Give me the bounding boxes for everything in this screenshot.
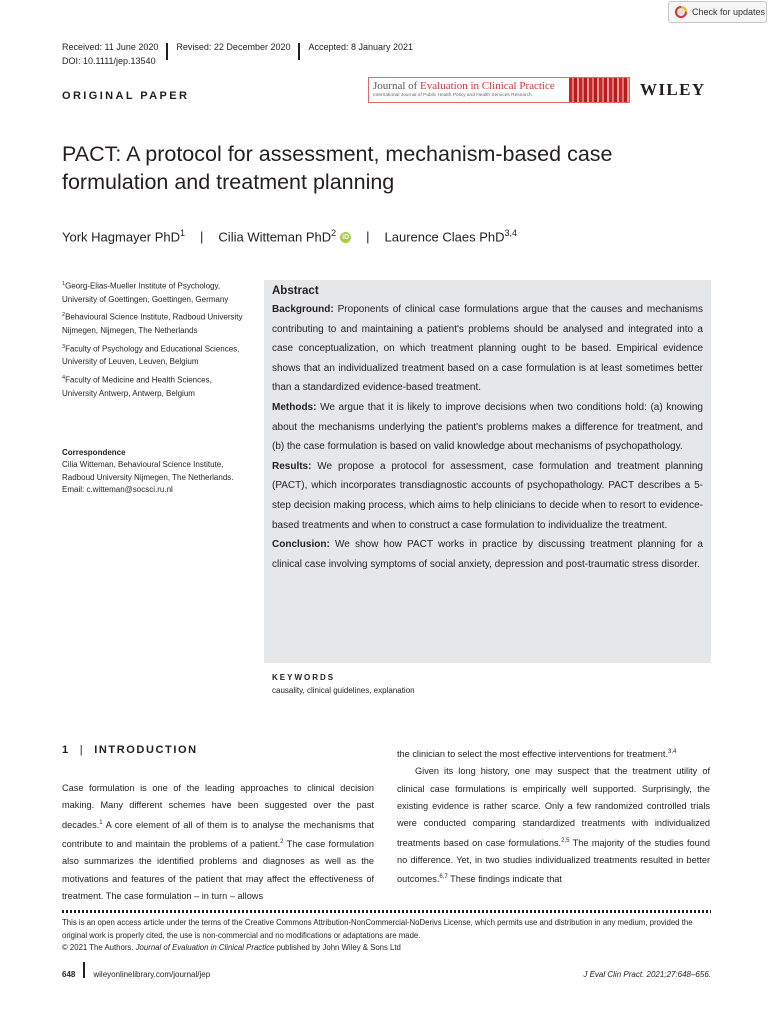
affiliation <box>62 278 247 306</box>
keywords-heading: KEYWORDS <box>272 673 336 682</box>
abstract-heading: Abstract <box>272 285 319 297</box>
author-affil-sup: 2 <box>331 228 337 238</box>
affil-sup: 3 <box>62 343 66 350</box>
para-text: the clinician to select the most effective interventions for treatment. <box>397 749 668 760</box>
author-name[interactable]: York Hagmayer PhD <box>62 229 181 245</box>
affiliation <box>62 341 247 369</box>
abstract-text: We propose a protocol for assessment, case formulation and treatment planning (PACT), which incorporates transdiagnostic accounts of psychopathology. PACT describes a 5-step decision making process, which aims to help clinicians to decide when to resort to evidence-based treatments and when to construct a case formulation to individualize the treatment. <box>272 460 703 531</box>
para-text: Given its long history, one may suspect that the treatment utility of clinical case formulations is empirically well supported. Surprisingly, the existing evidence is rather scarce. Only a few randomized controlled trials were conducted comparing standardized treatments with individualized treatments based on case formulations. <box>397 766 710 848</box>
journal-citation: J Eval Clin Pract. 2021;27:648–656. <box>583 969 711 979</box>
para-text: Case formulation is one of the leading approaches to clinical decision making. Many different schemes have been suggested over the past decades. <box>62 783 374 830</box>
journal-logo <box>368 77 630 103</box>
journal-name: Evaluation in Clinical Practice <box>420 80 555 92</box>
abstract-box <box>264 280 711 663</box>
abstract-label: Background: <box>272 304 334 315</box>
accepted-date: Accepted: 8 January 2021 <box>308 41 414 52</box>
abstract-label: Methods: <box>272 401 317 413</box>
page-footer <box>62 966 711 982</box>
author-3[interactable] <box>385 228 517 244</box>
refresh-icon <box>674 5 688 19</box>
abstract-label: Conclusion: <box>272 539 330 551</box>
abstract-text: Proponents of clinical case formulations argue that the causes and mechanisms contributing to and maintaining a patient's problems should be analysed and integrated into a case conceptualization, on which treatment planning ought to be based. Empirical evidence shows that an individualized treatment based on a case formulation is at least sometimes better than a standardized evidence-based treatment. <box>272 304 703 394</box>
citation-ref[interactable]: 6,7 <box>439 874 448 881</box>
author-name[interactable]: Cilia Witteman PhD <box>218 229 332 245</box>
author-name[interactable]: Laurence Claes PhD <box>384 229 505 245</box>
section-separator: | <box>79 744 85 756</box>
author-list <box>62 228 517 244</box>
keywords <box>272 673 415 695</box>
abstract-methods <box>272 398 703 457</box>
author-1[interactable] <box>62 228 185 244</box>
para-text: The case formulation also summarizes the identified problems and diagnoses as well as the motivations and features of the patient that may affect the effectiveness of treatment. The case formulation – in turn – allows <box>62 839 374 901</box>
section-number: 1 <box>62 744 70 756</box>
journal-subtitle: International Journal of Public Health Policy and Health Services Research <box>373 93 532 98</box>
page-number: 648 <box>62 969 76 979</box>
correspondence <box>62 447 247 497</box>
paragraph <box>397 744 710 763</box>
affil-text: Behavioural Science Institute, Radboud University Nijmegen, Nijmegen, The Netherlands <box>62 312 243 336</box>
article-dates <box>62 38 413 55</box>
journal-url[interactable]: wileyonlinelibrary.com/journal/jep <box>93 969 211 979</box>
abstract-label: Results: <box>272 460 312 472</box>
abstract-results <box>272 457 703 535</box>
section-heading <box>62 744 198 756</box>
article-type: ORIGINAL PAPER <box>62 90 190 102</box>
author-separator: | <box>200 229 204 245</box>
copyright-journal: Journal of Evaluation in Clinical Practice <box>135 943 275 953</box>
correspondence-heading: Correspondence <box>62 448 126 457</box>
author-affil-sup: 3,4 <box>504 228 518 238</box>
para-text: These findings indicate that <box>447 874 562 885</box>
author-affil-sup: 1 <box>180 228 186 238</box>
copyright-text: published by John Wiley & Sons Ltd <box>274 943 401 953</box>
divider <box>166 43 168 60</box>
abstract-conclusion <box>272 535 703 574</box>
affil-text: Georg-Elias-Mueller Institute of Psychology, University of Goettingen, Goettingen, Germany <box>62 281 229 304</box>
affiliation <box>62 372 247 400</box>
license-text: This is an open access article under the terms of the Creative Commons Attribution-NonCommercial-NoDerivs License, which permits use and distribution in any medium, provided the original work is properly cited, the use is non-commercial and no modifications or adaptations are made. <box>62 918 693 940</box>
affil-sup: 4 <box>62 374 66 381</box>
doi-text[interactable]: DOI: 10.1111/jep.13540 <box>62 56 156 66</box>
journal-prefix: Journal of <box>373 80 421 92</box>
affiliations <box>62 278 247 403</box>
keywords-text: causality, clinical guidelines, explanation <box>272 686 415 695</box>
journal-banner-art <box>569 78 629 102</box>
affil-text: Faculty of Medicine and Health Sciences, University Antwerp, Antwerp, Belgium <box>62 375 212 398</box>
affiliation <box>62 309 247 337</box>
footnote-divider <box>62 910 711 913</box>
author-2[interactable] <box>218 228 351 244</box>
received-date: Received: 11 June 2020 <box>62 41 159 52</box>
paragraph <box>397 763 710 888</box>
publisher-logo: WILEY <box>640 80 706 99</box>
para-text: The majority of the studies found no difference. Yet, in two studies individualized treatments resulted in better outcomes. <box>397 837 710 885</box>
revised-date: Revised: 22 December 2020 <box>176 41 291 52</box>
section-title: INTRODUCTION <box>94 744 198 756</box>
author-separator: | <box>366 229 370 245</box>
correspondence-email[interactable]: Email: c.witteman@socsci.ru.nl <box>62 485 173 495</box>
citation-ref[interactable]: 3,4 <box>668 749 677 755</box>
body-column-left <box>62 780 374 905</box>
para-text: A core element of all of them is to analyse the mechanisms that contribute to and maintain the problems of a patient. <box>62 819 374 850</box>
abstract-text: We show how PACT works in practice by discussing treatment planning for a clinical case involving symptoms of social anxiety, depression and post-traumatic stress disorder. <box>272 539 703 570</box>
copyright-line <box>62 942 711 955</box>
abstract-background <box>272 300 703 398</box>
citation-ref[interactable]: 1 <box>99 819 103 826</box>
citation-ref[interactable]: 2 <box>280 838 284 845</box>
doi[interactable] <box>62 56 156 66</box>
divider <box>298 43 300 60</box>
copyright-text: © 2021 The Authors. <box>62 943 136 953</box>
correspondence-text: Cilia Witteman, Behavioural Science Institute, Radboud University Nijmegen, The Netherlands. <box>62 460 234 482</box>
license-footnote <box>62 917 711 955</box>
abstract-text: We argue that it is likely to improve decisions when two conditions hold: (a) knowing about the mechanisms underlying the patient's problems makes a difference for treatment, and (b) the case formulation is based on valid knowledge about mechanisms of psychopathology. <box>272 401 703 453</box>
orcid-icon[interactable]: iD <box>342 234 350 242</box>
affil-sup: 1 <box>62 281 66 287</box>
divider <box>83 962 85 978</box>
citation-ref[interactable]: 2,5 <box>561 837 570 844</box>
affil-sup: 2 <box>62 312 66 319</box>
affil-text: Faculty of Psychology and Educational Sciences, University of Leuven, Leuven, Belgium <box>62 344 240 367</box>
body-column-right <box>397 744 710 889</box>
article-title: PACT: A protocol for assessment, mechanism-based case formulation and treatment planning <box>62 142 613 194</box>
paragraph <box>62 780 374 905</box>
check-for-updates-label: Check for updates <box>692 7 766 17</box>
check-for-updates-button[interactable] <box>668 1 767 23</box>
